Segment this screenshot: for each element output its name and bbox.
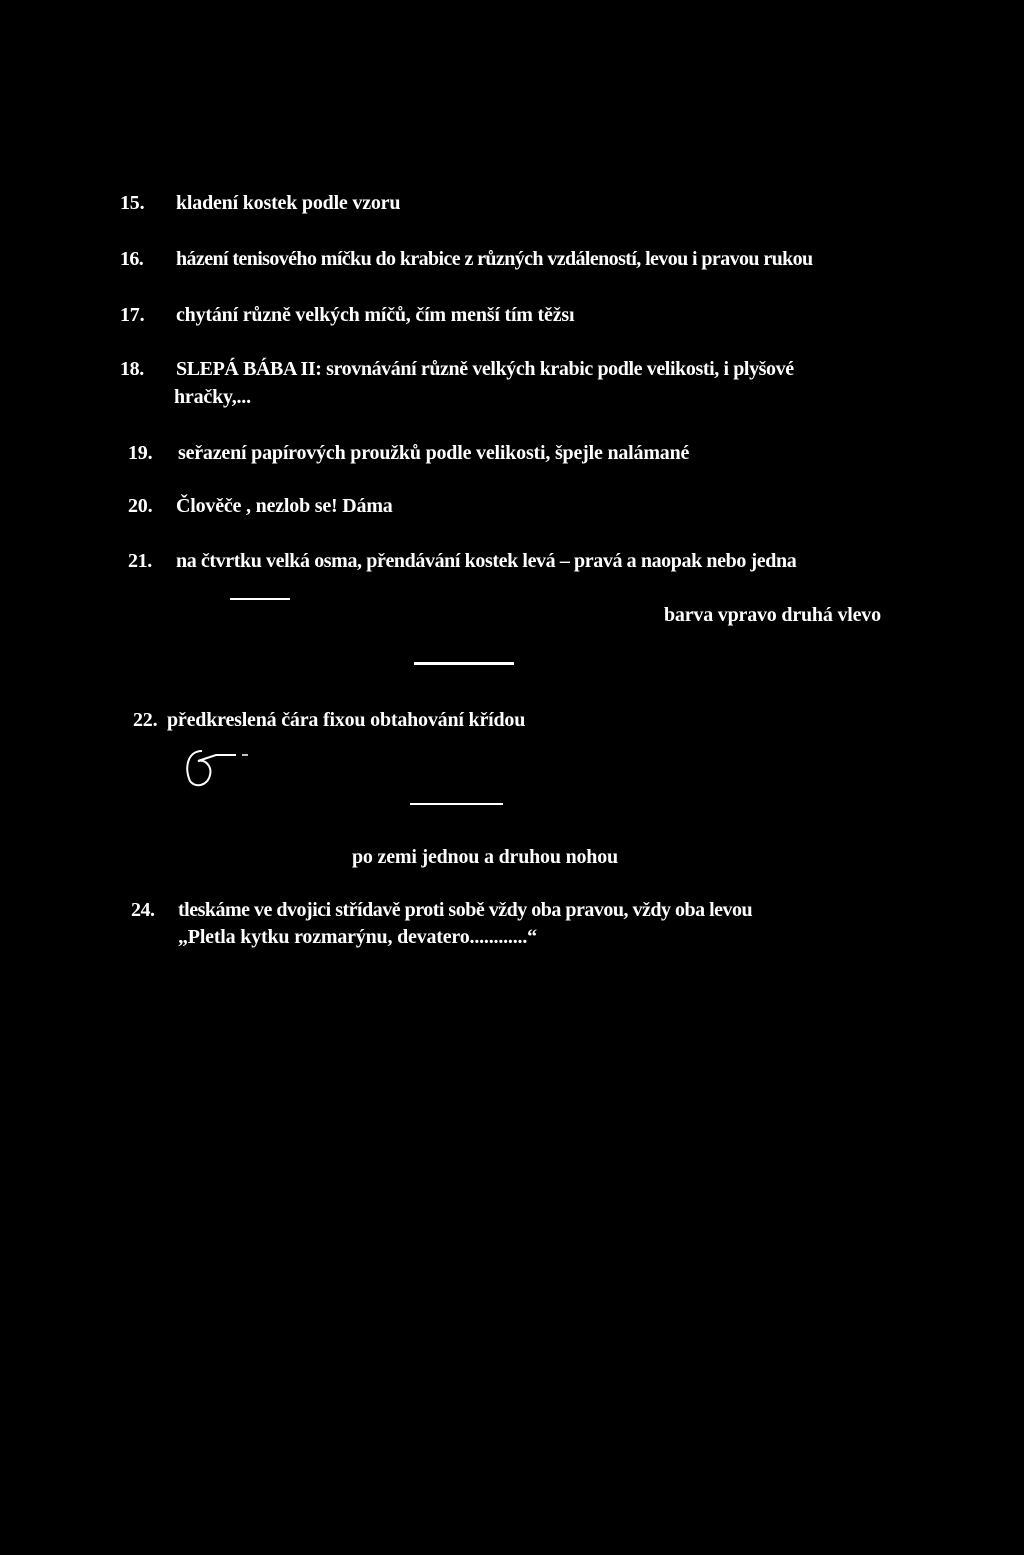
item-text: chytání různě velkých míčů, čím menší tím těžsı [176,304,575,326]
item-continuation: hračky,... [174,386,251,408]
item-continuation: barva vpravo druhá vlevo [664,604,881,626]
item-text: SLEPÁ BÁBA II: srovnávání různě velkých krabic podle velikosti, i plyšové [176,358,794,380]
sketch-stroke [230,598,290,600]
list-item [128,549,796,573]
item-continuation: „Pletla kytku rozmarýnu, devatero............“ [178,926,537,948]
item-text: na čtvrtku velká osma, přendávání kostek levá – pravá a naopak nebo jedna [176,550,797,572]
item-text: Člověče , nezlob se! Dáma [176,495,393,517]
list-item [133,708,525,732]
list-item [120,357,794,381]
sketch-stroke [414,662,514,665]
item-text: předkreslená čára fixou obtahování křídou [167,709,526,731]
item-number: 22. [133,709,158,731]
item-text: seřazení papírových proužků podle velikosti, špejle nalámané [178,442,690,464]
sketch-stroke [410,803,503,805]
item-number: 15. [120,192,145,214]
item-text: kladení kostek podle vzoru [176,192,401,214]
item-number: 19. [128,442,153,464]
list-item [340,845,618,869]
item-number: 24. [131,899,155,921]
item-number: 18. [120,358,144,380]
list-item [120,247,813,271]
item-text: tleskáme ve dvojici střídavě proti sobě vždy oba pravou, vždy oba levou [178,899,753,921]
list-item [128,441,689,465]
item-number: 20. [128,495,153,517]
list-item [120,191,400,215]
list-item [120,303,574,327]
item-number: 17. [120,304,145,326]
item-number: 21. [128,550,152,572]
item-number: 16. [120,248,144,270]
item-text: po zemi jednou a druhou nohou [352,846,618,868]
list-item [128,494,393,518]
list-item [131,898,752,922]
hand-drawn-sketch [180,745,260,795]
item-text: házení tenisového míčku do krabice z různých vzdáleností, levou i pravou rukou [176,248,813,270]
